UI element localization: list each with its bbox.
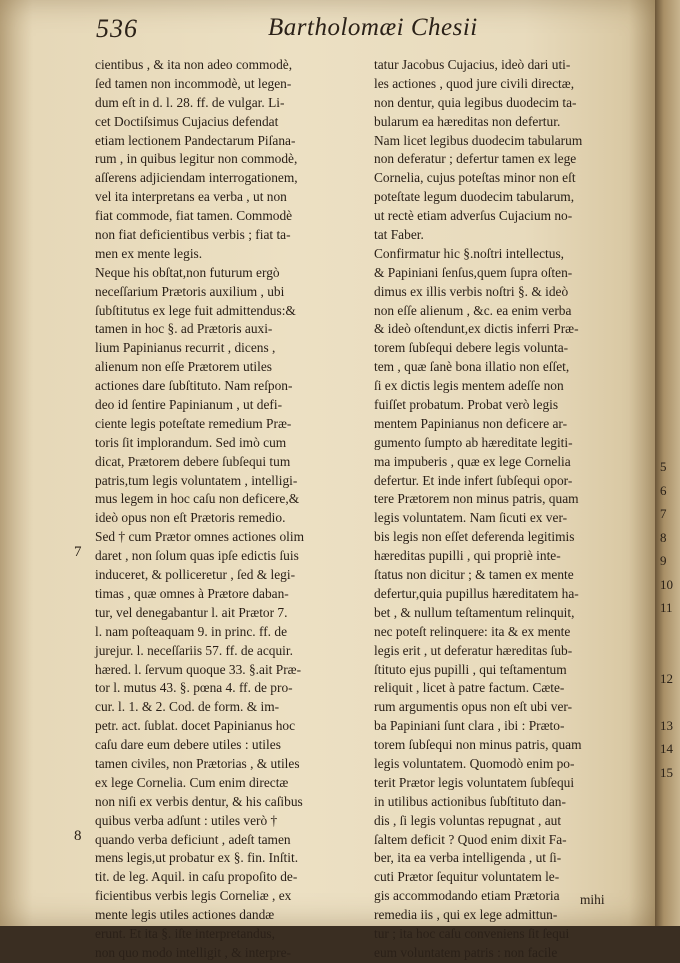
text-line: rum argumentis opus non eſt ubi ver-: [374, 699, 573, 715]
text-line: reliquit , licet à patre factum. Cæte-: [374, 680, 565, 696]
text-line: ciente legis poteſtate remedium Præ-: [95, 415, 292, 431]
edge-number: [660, 620, 673, 644]
text-line: in utilibus actionibus ſubſtituto dan-: [374, 793, 566, 809]
text-line: Neque his obſtat,non futurum ergò: [95, 264, 280, 280]
text-line: poteſtate legum duodecim tabularum,: [374, 189, 575, 205]
text-line: mente legis utiles actiones dandæ: [95, 907, 275, 923]
edge-number: 6: [660, 482, 667, 498]
text-line: non eſſe alienum , &c. ea enim verba: [374, 302, 572, 318]
text-line: tor l. mutus 43. §. pœna 4. ff. de pro-: [95, 680, 293, 696]
text-line: gumento ſumpto ab hæreditate legiti-: [374, 434, 573, 450]
text-line: non deferatur ; defertur tamen ex lege: [374, 151, 577, 167]
text-line: neceſſarium Prætoris auxilium , ubi: [95, 283, 285, 299]
text-line: hæreditas pupilli , qui propriè inte-: [374, 548, 561, 564]
text-line: Sed † cum Prætor omnes actiones olim: [95, 529, 305, 545]
edge-number: [660, 643, 673, 667]
edge-number: 11: [660, 600, 673, 615]
text-line: ſed tamen non incommodè, ut legen-: [95, 75, 292, 91]
margin-number: 8: [74, 828, 82, 844]
text-line: actiones dare ſubſtituto. Nam reſpon-: [95, 378, 293, 394]
right-text-column: [374, 56, 638, 963]
text-line: etiam lectionem Pandectarum Piſana-: [95, 132, 296, 148]
text-line: bularum ea hæreditas non defertur.: [374, 113, 561, 129]
text-line: deo id ſentire Papinianum , ut defi-: [95, 397, 283, 413]
text-line: lium Papinianus recurrit , dicens ,: [95, 340, 276, 356]
text-line: gis accommodando etiam Prætoria: [374, 888, 560, 904]
text-line: induceret, & polliceretur , ſed & legi-: [95, 567, 296, 583]
edge-number: 8: [660, 529, 667, 545]
text-line: Cornelia, cujus poteſtas minor non eſt: [374, 170, 576, 186]
text-line: timas , quæ omnes à Prætore daban-: [95, 585, 289, 601]
text-line: legis voluntatem. Quomodò enim po-: [374, 755, 575, 771]
text-line: ſi ex dictis legis mentem adeſſe non: [374, 378, 564, 394]
text-line: toris ſit implorandum. Sed imò cum: [95, 434, 287, 450]
text-line: rum , in quibus legitur non commodè,: [95, 151, 298, 167]
text-line: & Papiniani ſenſus,quem ſupra oſten-: [374, 264, 573, 280]
text-line: fuiſſet probatum. Probat verò legis: [374, 397, 559, 413]
text-line: tamen in hoc §. ad Prætoris auxi-: [95, 321, 273, 337]
text-line: quibus verba adſunt : utiles verò †: [95, 812, 278, 828]
text-line: cet Doctiſsimus Cujacius defendat: [95, 113, 279, 129]
text-line: erunt. Et ita §. iſte interpretandus,: [95, 925, 275, 941]
edge-number: 13: [660, 717, 673, 733]
edge-number: 10: [660, 576, 673, 592]
text-line: fiat commode, fiat tamen. Commodè: [95, 208, 293, 224]
edge-number: 15: [660, 764, 673, 780]
edge-number: 5: [660, 459, 667, 474]
edge-number: 12: [660, 670, 673, 686]
catchword: mihi: [580, 892, 605, 907]
text-line: ſubſtitutus ex lege fuit admittendus:&: [95, 302, 296, 318]
text-line: cur. l. 1. & 2. Cod. de form. & im-: [95, 699, 280, 715]
text-line: remedia iis , qui ex lege admittun-: [374, 907, 558, 923]
text-line: cientibus , & ita non adeo commodè,: [95, 57, 293, 72]
text-line: mus legem in hoc caſu non deficere,&: [95, 491, 300, 507]
text-line: petr. act. ſublat. docet Papinianus hoc: [95, 718, 296, 734]
text-line: daret , non ſolum quas ipſe edictis ſuis: [95, 548, 299, 564]
text-line: les actiones , quod jure civili directæ,: [374, 75, 575, 91]
text-line: mens legis,ut probatur ex §. fin. Inſtit.: [95, 850, 299, 866]
text-line: tat Faber.: [374, 227, 424, 243]
text-line: tem , quæ ſanè bona illatio non eſſet,: [374, 359, 570, 375]
text-line: tur ; ita hoc caſu conveniens ſit ſequi: [374, 925, 570, 941]
text-line: non fiat deficientibus verbis ; fiat ta-: [95, 227, 291, 243]
text-line: mentem Papinianus non deficere ar-: [374, 415, 568, 431]
text-line: quando verba deficiunt , adeſt tamen: [95, 831, 291, 847]
text-line: ficientibus verbis legis Corneliæ , ex: [95, 888, 292, 904]
text-line: Confirmatur hic §.noſtri intellectus,: [374, 245, 565, 261]
text-line: non quo modo intelligit , & interpre-: [95, 944, 291, 960]
margin-number: 7: [74, 544, 82, 560]
text-line: bis legis non eſſet deferenda legitimis: [374, 529, 575, 545]
text-line: ex lege Cornelia. Cum enim directæ: [95, 774, 289, 790]
text-line: non dentur, quia legibus duodecim ta-: [374, 94, 577, 110]
text-line: non niſi ex verbis dentur, & his caſibus: [95, 793, 303, 809]
text-line: tur, vel denegabantur l. ait Prætor 7.: [95, 604, 288, 620]
text-line: tatur Jacobus Cujacius, ideò dari uti-: [374, 57, 571, 72]
next-page-margin-numbers: [660, 455, 673, 784]
text-line: terit Prætor legis voluntatem ſubſequi: [374, 774, 575, 790]
text-line: cuti Prætor ſequitur voluntatem le-: [374, 869, 560, 885]
text-line: torem ſubſequi debere legis volunta-: [374, 340, 569, 356]
left-text-column: [95, 56, 357, 963]
text-line: ba Papiniani ſunt clara , ibi : Præto-: [374, 718, 565, 734]
text-line: caſu dare eum debere utiles : utiles: [95, 737, 281, 753]
text-line: Nam licet legibus duodecim tabularum: [374, 132, 583, 148]
text-line: legis erit , ut deferatur hæreditas ſub-: [374, 642, 573, 658]
text-line: dis , ſi legis voluntas repugnat , aut: [374, 812, 562, 828]
text-line: ideò opus non eſt Prætoris remedio.: [95, 510, 286, 526]
page-number: 536: [96, 14, 138, 43]
text-line: torem ſubſequi non minus patris, quam: [374, 737, 582, 753]
text-line: tamen civiles, non Prætorias , & utiles: [95, 755, 300, 771]
text-line: men ex mente legis.: [95, 245, 203, 261]
edge-number: 7: [660, 506, 667, 521]
text-line: nec poteſt relinquere: ita & ex mente: [374, 623, 571, 639]
text-line: aſſerens adjiciendam interrogationem,: [95, 170, 298, 186]
text-line: tere Prætorem non minus patris, quam: [374, 491, 579, 507]
text-line: & ideò oſtendunt,ex dictis inferri Præ-: [374, 321, 579, 337]
text-line: alienum non eſſe Prætorem utiles: [95, 359, 273, 375]
text-line: dum eſt in d. l. 28. ff. de vulgar. Li-: [95, 94, 285, 110]
edge-number: 9: [660, 553, 667, 568]
text-line: hæred. l. ſervum quoque 33. §.ait Præ-: [95, 661, 302, 677]
edge-number: [660, 690, 673, 714]
text-line: ma impuberis , quæ ex lege Cornelia: [374, 453, 571, 469]
text-line: ber, ita ea verba intelligenda , ut ſi-: [374, 850, 562, 866]
text-line: dimus ex illis verbis noſtri §. & ideò: [374, 283, 569, 299]
text-line: ſtatus non dicitur ; & tamen ex mente: [374, 567, 574, 583]
text-line: patris,tum legis voluntatem , intelligi-: [95, 472, 298, 488]
edge-number: 14: [660, 741, 673, 756]
text-line: dicat, Prætorem debere ſubſequi tum: [95, 453, 291, 469]
text-line: vel ita interpretans ea verba , ut non: [95, 189, 287, 205]
running-head: Bartholomæi Chesii: [268, 14, 478, 41]
text-line: tit. de leg. Aquil. in caſu propoſito de-: [95, 869, 298, 885]
text-line: legis voluntatem. Nam ſicuti ex ver-: [374, 510, 568, 526]
text-line: ſaltem deficit ? Quod enim dixit Fa-: [374, 831, 567, 847]
text-line: l. nam poſteaquam 9. in princ. ff. de: [95, 623, 288, 639]
text-line: defertur. Et inde infert ſubſequi opor-: [374, 472, 573, 488]
text-line: eum voluntatem patris : non facile: [374, 944, 558, 960]
text-line: ſtituto ejus pupilli , qui teſtamentum: [374, 661, 567, 677]
text-line: defertur,quia pupillus hæreditatem ha-: [374, 585, 579, 601]
text-line: ut rectè etiam adverſus Cujacium no-: [374, 208, 573, 224]
text-line: bet , & nullum teſtamentum relinquit,: [374, 604, 575, 620]
text-line: jurejur. l. neceſſariis 57. ff. de acquir.: [95, 642, 293, 658]
